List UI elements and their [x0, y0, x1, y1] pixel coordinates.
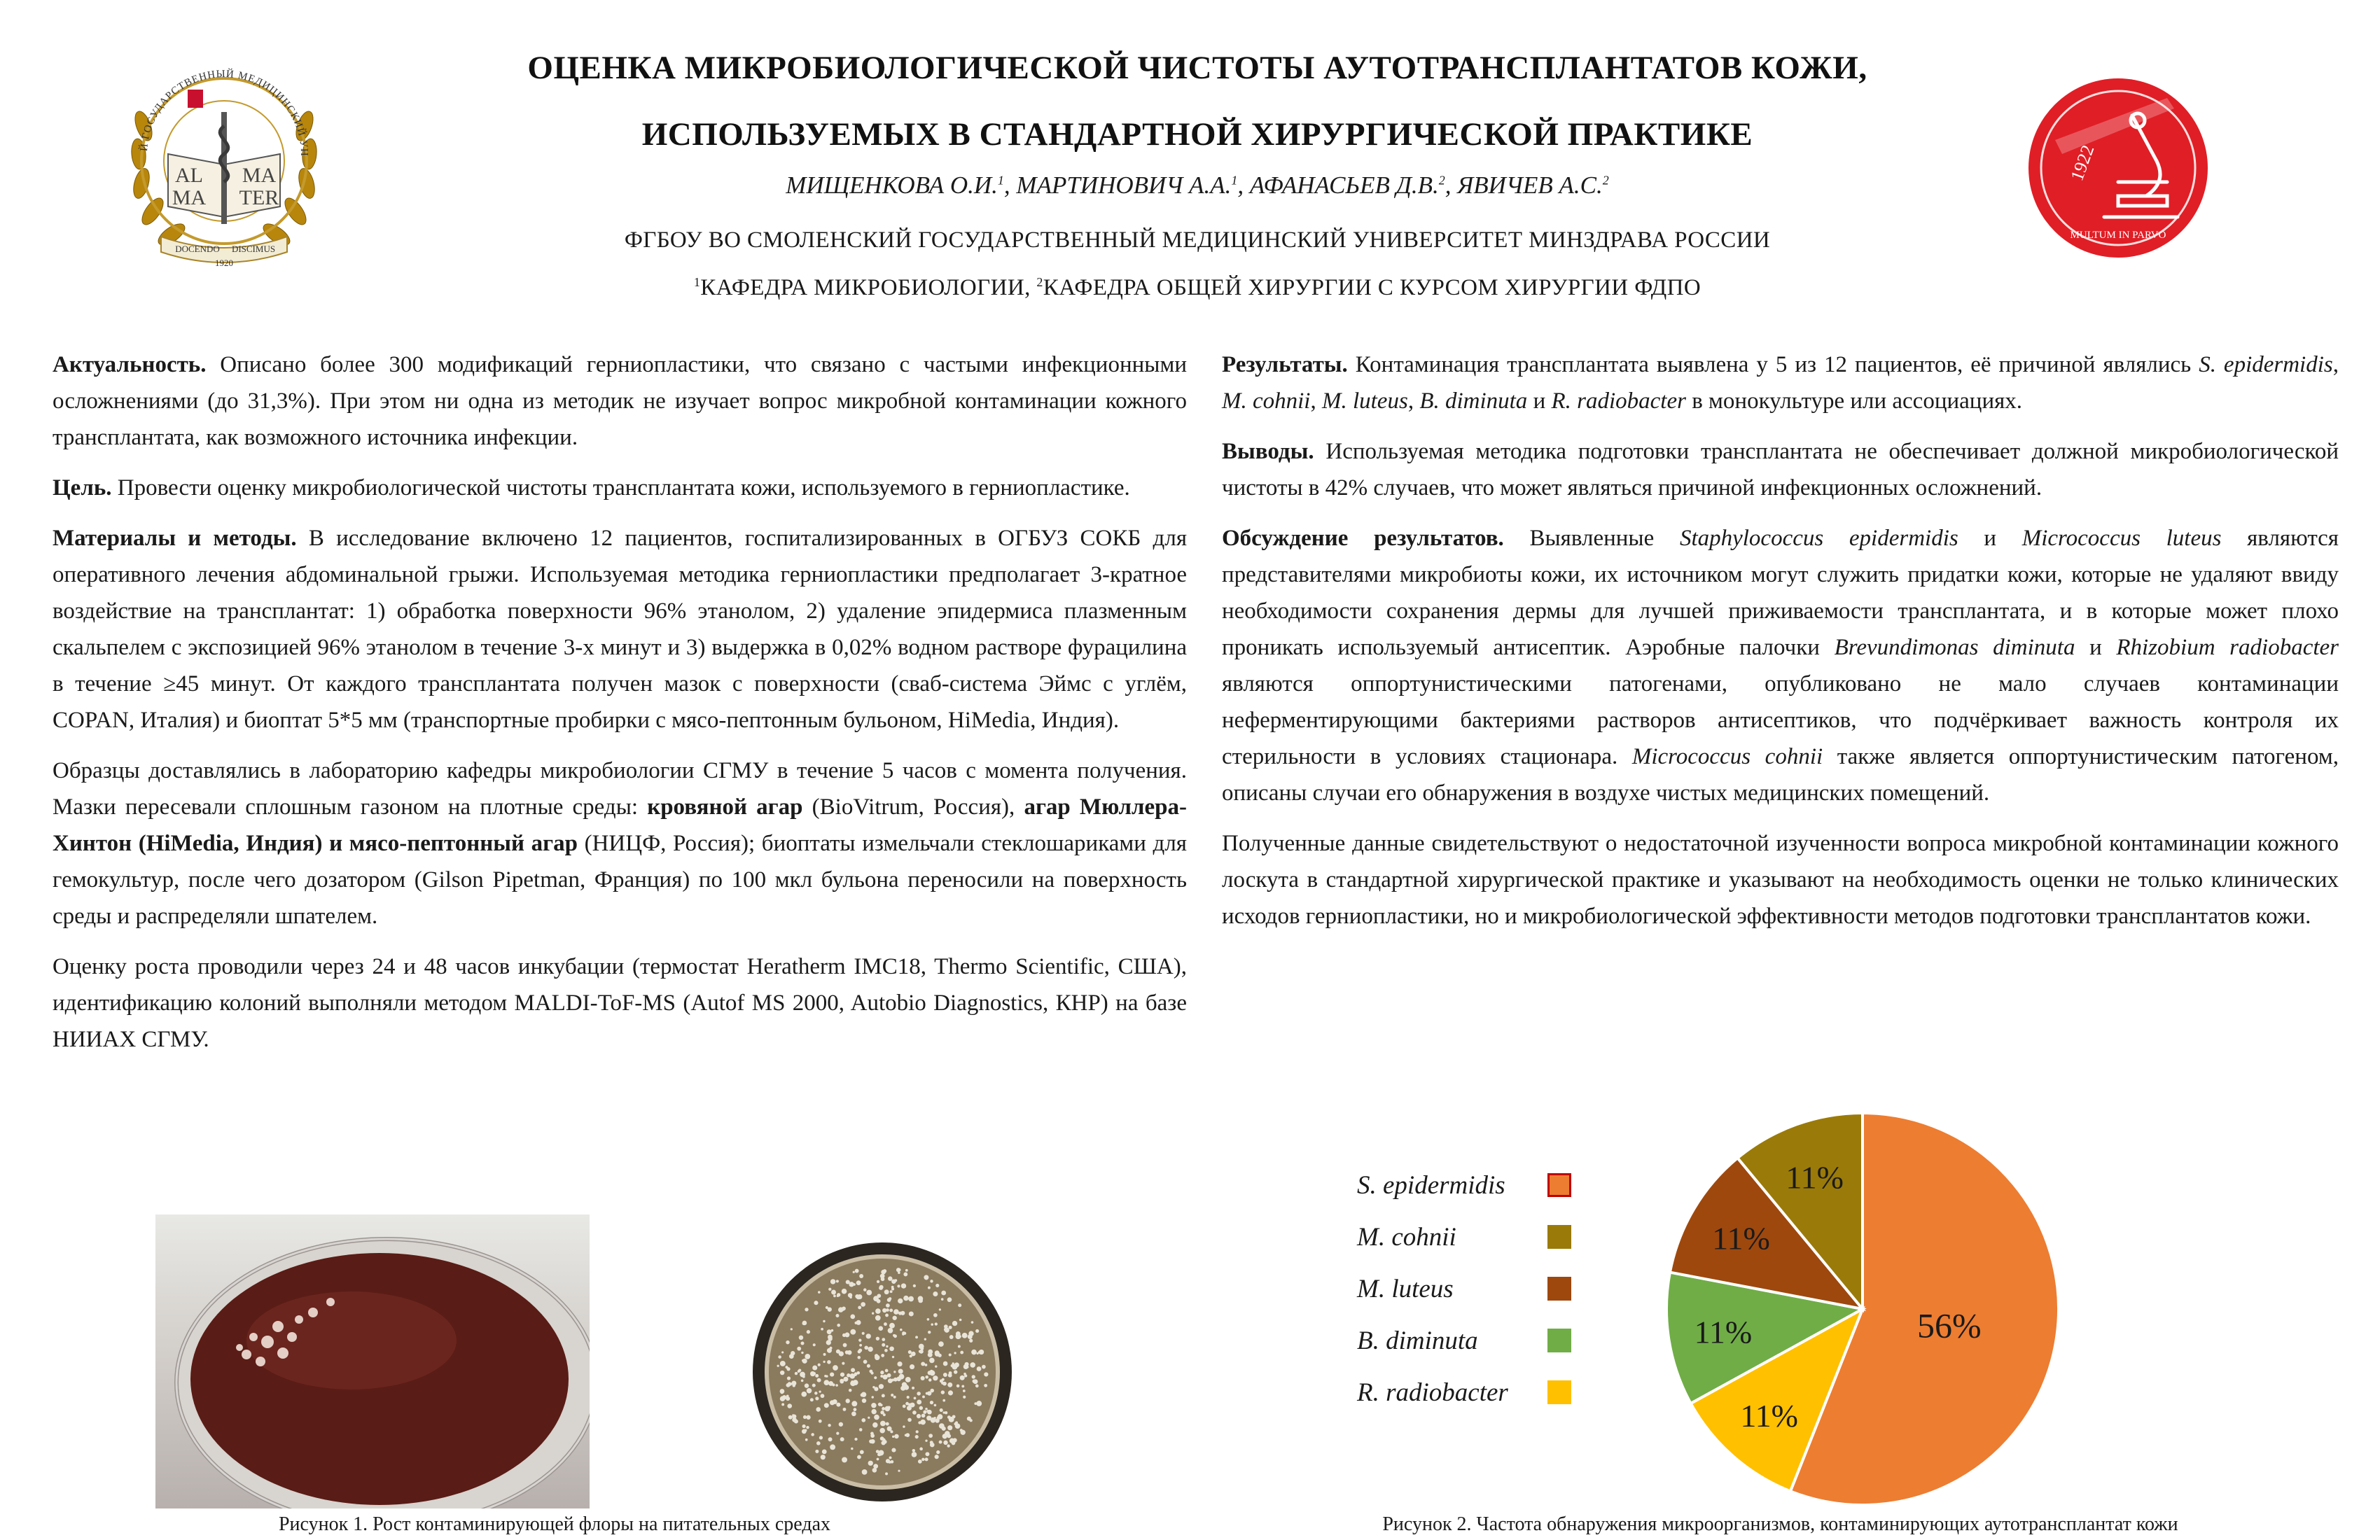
pie-data-label: 11%	[1786, 1159, 1844, 1196]
logo-ribbon-right: DISCIMUS	[231, 244, 276, 254]
left-column	[53, 346, 1187, 1072]
dept-2-sup: 2	[1036, 275, 1043, 289]
results-heading: Результаты.	[1222, 352, 1348, 377]
legend-label: B. diminuta	[1357, 1326, 1478, 1355]
legend-label: M. luteus	[1357, 1275, 1454, 1303]
legend-swatch	[1547, 1380, 1571, 1404]
logo-book-left-1: AL	[175, 164, 203, 187]
figure1-caption: Рисунок 1. Рост контаминирующей флоры на питательных средах	[278, 1513, 831, 1535]
poster-title-line2: ИСПОЛЬЗУЕМЫХ В СТАНДАРТНОЙ ХИРУРГИЧЕСКОЙ ПРАКТИКЕ	[641, 116, 1753, 153]
author-1-sup: 1	[997, 173, 1004, 188]
discussion-and: и	[2075, 635, 2117, 660]
discussion-heading: Обсуждение результатов.	[1222, 526, 1504, 551]
logo-right-motto: MULTUM IN PARVO	[2070, 230, 2166, 241]
pie-data-label: 11%	[1740, 1398, 1798, 1434]
logo-ribbon-left: DOCENDO	[175, 244, 220, 254]
aim-text: Провести оценку микробиологической чистоты трансплантата кожи, используемого в герниопластике.	[111, 475, 1130, 500]
samples-text-3: (НИЦФ, Россия); биоптаты измельчали стеклошариками для гемокультур, после чего дозатором (Gilson Pipetman, Франция) по 100 мкл бульона переносили на поверхность среды и распределяли шпателем.	[53, 831, 1187, 929]
relevance-paragraph	[53, 346, 1187, 456]
results-species-3: M. luteus	[1321, 388, 1408, 414]
legend-item	[1357, 1378, 1588, 1408]
logo-year: 1920	[215, 258, 233, 268]
conclusions-heading: Выводы.	[1222, 439, 1314, 464]
samples-paragraph	[53, 752, 1187, 934]
author-2-sup: 1	[1231, 173, 1238, 188]
author-4-sup: 2	[1602, 173, 1609, 188]
author-4: ЯВИЧЕВ А.С.	[1457, 172, 1603, 199]
methods-paragraph	[53, 520, 1187, 738]
legend-item	[1357, 1274, 1588, 1305]
growth-paragraph: Оценку роста проводили через 24 и 48 часов инкубации (термостат Heratherm IMC18, Thermo Scientific, США), идентификацию колоний выполняли методом MALDI-ToF-MS (Autof MS 2000, Autobio Diagnostics, КНР) на базе НИИАХ СГМУ.	[53, 954, 1187, 1052]
dept-1-sup: 1	[693, 275, 701, 289]
author-2: МАРТИНОВИЧ А.А.	[1016, 172, 1232, 199]
legend-label: M. cohnii	[1357, 1223, 1456, 1252]
discussion-text-4: также является оппортунистическим патогеном, описаны случаи его обнаружения в воздухе чистых медицинских помещений.	[1222, 744, 2339, 806]
results-species-2: M. cohnii	[1222, 388, 1311, 414]
author-1: МИЩЕНКОВА О.И.	[786, 172, 998, 199]
logo-book-left-2: MA	[172, 186, 207, 209]
pie-data-label: 56%	[1916, 1306, 1982, 1345]
authors	[392, 172, 2003, 200]
right-column	[1222, 346, 2339, 948]
discussion-species-1: Staphylococcus epidermidis	[1679, 526, 1958, 551]
conclusions-text: Используемая методика подготовки трансплантата не обеспечивает должной микробиологической чистоты в 42% случаев, что может являться причиной инфекционных осложнений.	[1222, 439, 2339, 500]
discussion-text-2: являются представителями микробиоты кожи, их источником могут служить придатки кожи, которые не удаляют ввиду необходимости сохранения дермы для лучшей приживаемости трансплантата, и в которые может плохо проникать используемый антисептик. Аэробные палочки	[1222, 526, 2339, 660]
methods-text: В исследование включено 12 пациентов, госпитализированных в ОГБУЗ СОКБ для оперативного лечения абдоминальной грыжи. Используемая методика герниопластики предполагает 3-кратное воздействие на трансплантат: 1) обработка поверхности 96% этанолом, 2) удаление эпидермиса плазменным скальпелем с экспозицией 96% этанолом в течение 3-х минут и 3) выдержка в 0,02% водном растворе фурацилина в течение ≥45 минут. От каждого трансплантата получен мазок с поверхности (сваб-система Эймс с углём, COPAN, Италия) и биоптат 5*5 мм (транспортные пробирки с мясо-пептонным бульоном, HiMedia, Индия).	[53, 526, 1187, 733]
university-logo	[119, 49, 329, 280]
legend-swatch	[1547, 1329, 1571, 1352]
legend-item	[1357, 1170, 1588, 1201]
discussion-and: и	[1958, 526, 2022, 551]
results-text-1: Контаминация трансплантата выявлена у 5 из 12 пациентов, её причиной являлись	[1347, 352, 2199, 377]
pie-chart	[1652, 1099, 2073, 1519]
author-sep: ,	[1237, 172, 1250, 199]
results-paragraph	[1222, 346, 2339, 419]
samples-bold-1: кровяной агар	[647, 794, 803, 820]
results-comma: ,	[1407, 388, 1420, 414]
author-sep: ,	[1003, 172, 1017, 199]
legend-item	[1357, 1326, 1588, 1357]
petri-dish-photo	[749, 1239, 1015, 1505]
results-comma: ,	[1310, 388, 1322, 414]
samples-bold-2: агар Мюллера-Хинтон (HiMedia, Индия) и мясо-пептонный агар	[53, 794, 1187, 856]
results-species-4: B. diminuta	[1419, 388, 1528, 414]
relevance-heading: Актуальность.	[53, 352, 207, 377]
conclusions-paragraph	[1222, 433, 2339, 506]
discussion-text-1: Выявленные	[1503, 526, 1680, 551]
affiliation: ФГБОУ ВО СМОЛЕНСКИЙ ГОСУДАРСТВЕННЫЙ МЕДИЦИНСКИЙ УНИВЕРСИТЕТ МИНЗДРАВА РОССИИ	[624, 227, 1771, 253]
department-logo	[2027, 77, 2209, 259]
relevance-text: Описано более 300 модификаций герниопластики, что связано с частыми инфекционными осложнениями (до 31,3%). При этом ни одна из методик не изучает вопрос микробной контаминации кожного трансплантата, как возможного источника инфекции.	[53, 352, 1187, 450]
pie-data-label: 11%	[1694, 1314, 1753, 1350]
author-sep: ,	[1445, 172, 1458, 199]
results-species-1: S. epidermidis	[2199, 352, 2333, 377]
results-and: и	[1527, 388, 1552, 414]
discussion-species-5: Micrococcus cohnii	[1631, 744, 1823, 769]
logo-right-year: 1922	[2066, 142, 2099, 184]
legend-label: R. radiobacter	[1357, 1378, 1508, 1407]
legend-label: S. epidermidis	[1357, 1171, 1505, 1200]
author-3-sup: 2	[1438, 173, 1445, 188]
results-species-5: R. radiobacter	[1551, 388, 1686, 414]
discussion-species-2: Micrococcus luteus	[2021, 526, 2222, 551]
dept-1: КАФЕДРА МИКРОБИОЛОГИИ,	[700, 275, 1037, 300]
aim-paragraph	[53, 470, 1187, 506]
author-3: АФАНАСЬЕВ Д.В.	[1249, 172, 1439, 199]
aim-heading: Цель.	[53, 475, 112, 500]
dept-2: КАФЕДРА ОБЩЕЙ ХИРУРГИИ С КУРСОМ ХИРУРГИИ ФДПО	[1043, 275, 1702, 300]
results-comma: ,	[2332, 352, 2339, 377]
logo-book-right-1: MA	[242, 164, 277, 187]
results-text-2: в монокультуре или ассоциациях.	[1685, 388, 2023, 414]
discussion-text-3: являются оппортунистическими патогенами, опубликовано не мало случаев контаминации неферментирующими бактериями растворов антисептиков, что подчёркивает важность контроля их стерильности в условиях стационара.	[1222, 671, 2339, 769]
departments	[392, 275, 2003, 301]
logo-ring-text: Й ГОСУДАРСТВЕННЫЙ МЕДИЦИНСКИЙ УН	[138, 68, 310, 157]
legend-swatch	[1547, 1277, 1571, 1301]
discussion-paragraph	[1222, 520, 2339, 811]
figure2-caption: Рисунок 2. Частота обнаружения микроорганизмов, контаминирующих аутотрансплантат кожи	[1382, 1513, 2178, 1535]
summary-paragraph: Полученные данные свидетельствуют о недостаточной изученности вопроса микробной контаминации кожного лоскута в стандартной хирургической практике и указывают на необходимость оценки не только клинических исходов герниопластики, но и микробиологической эффективности методов подготовки трансплантатов кожи.	[1222, 831, 2339, 929]
legend-swatch	[1547, 1173, 1571, 1197]
discussion-species-3: Brevundimonas diminuta	[1834, 635, 2075, 660]
discussion-species-4: Rhizobium radiobacter	[2116, 635, 2339, 660]
blood-agar-photo	[155, 1214, 590, 1508]
pie-data-label: 11%	[1712, 1220, 1770, 1256]
methods-heading: Материалы и методы.	[53, 526, 297, 551]
poster-title-line1: ОЦЕНКА МИКРОБИОЛОГИЧЕСКОЙ ЧИСТОТЫ АУТОТРАНСПЛАНТАТОВ КОЖИ,	[527, 50, 1867, 86]
logo-book-right-2: TER	[239, 186, 279, 209]
samples-text-1: Образцы доставлялись в лабораторию кафедры микробиологии СГМУ в течение 5 часов с момента получения. Мазки пересевали сплошным газоном на плотные среды:	[53, 758, 1187, 820]
samples-text-2: (BioVitrum, Россия),	[802, 794, 1024, 820]
legend-item	[1357, 1222, 1588, 1253]
legend-swatch	[1547, 1225, 1571, 1249]
